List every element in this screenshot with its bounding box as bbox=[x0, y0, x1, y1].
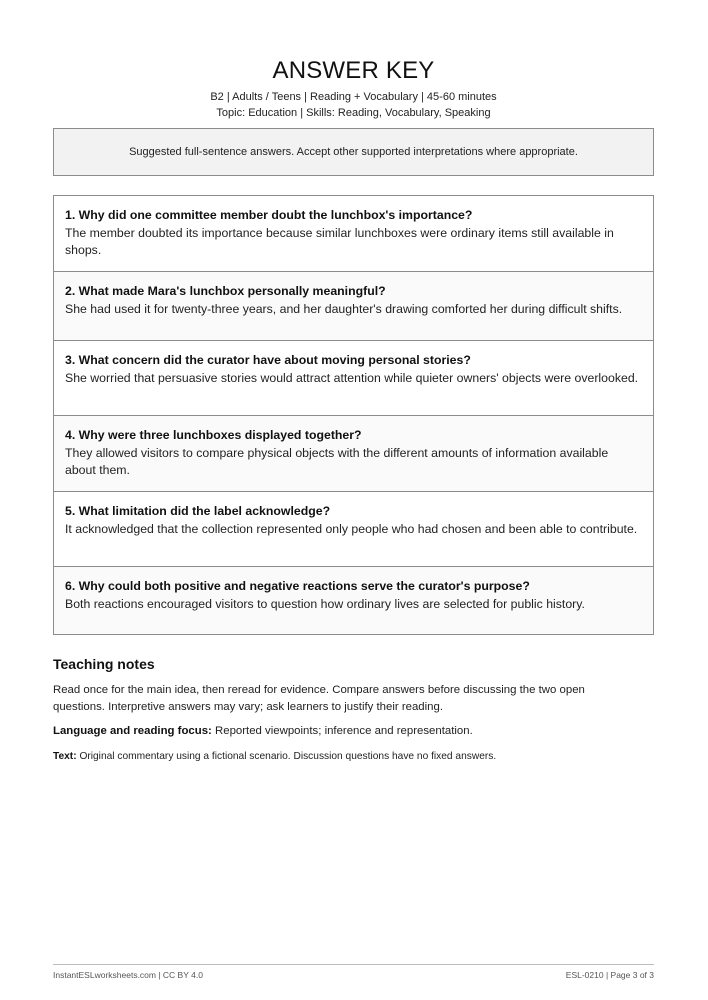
text-source-text: Original commentary using a fictional scenario. Discussion questions have no fixed answers. bbox=[79, 751, 497, 762]
answer-question: 3. What concern did the curator have about moving personal stories? bbox=[65, 353, 471, 367]
answer-question: 6. Why could both positive and negative reactions serve the curator's purpose? bbox=[65, 579, 530, 593]
text-source-note bbox=[53, 751, 496, 762]
answer-text: It acknowledged that the collection represented only people who had chosen and been able to contribute. bbox=[65, 521, 638, 536]
answer-text: She had used it for twenty-three years, and her daughter's drawing comforted her during difficult shifts. bbox=[65, 301, 623, 316]
answer-text: She worried that persuasive stories would attract attention while quieter owners' objects were overlooked. bbox=[65, 370, 639, 385]
reading-focus-text: Reported viewpoints; inference and representation. bbox=[215, 725, 473, 737]
answer-text: They allowed visitors to compare physical objects with the different amounts of information available about them. bbox=[65, 445, 609, 477]
teaching-notes-heading: Teaching notes bbox=[53, 656, 155, 672]
answer-question: 1. Why did one committee member doubt the lunchbox's importance? bbox=[65, 208, 473, 222]
answer-text: The member doubted its importance because similar lunchboxes were ordinary items still available in shops. bbox=[65, 225, 614, 257]
teaching-notes-body: Read once for the main idea, then reread for evidence. Compare answers before discussing the two open questions. Interpretive answers may vary; ask learners to justify their reading. bbox=[53, 684, 585, 713]
page-title: ANSWER KEY bbox=[272, 57, 435, 84]
answer-question: 5. What limitation did the label acknowledge? bbox=[65, 504, 331, 518]
answer-row bbox=[54, 491, 653, 566]
reading-focus bbox=[53, 725, 473, 737]
answer-row bbox=[54, 566, 653, 634]
topic-meta: Topic: Education | Skills: Reading, Vocabulary, Speaking bbox=[216, 107, 491, 119]
footer-divider bbox=[53, 964, 654, 965]
instruction-box bbox=[53, 128, 654, 176]
answer-question: 4. Why were three lunchboxes displayed together? bbox=[65, 428, 362, 442]
answer-row bbox=[54, 340, 653, 415]
worksheet-page bbox=[53, 0, 654, 1000]
instruction-text: Suggested full-sentence answers. Accept other supported interpretations where appropriate. bbox=[129, 146, 578, 158]
footer-license: InstantESLworksheets.com | CC BY 4.0 bbox=[53, 970, 203, 980]
answer-row bbox=[54, 271, 653, 340]
footer-page-number: ESL-0210 | Page 3 of 3 bbox=[565, 970, 654, 980]
answer-row bbox=[54, 415, 653, 491]
text-source-label: Text: bbox=[53, 751, 77, 762]
reading-focus-label: Language and reading focus: bbox=[53, 725, 212, 737]
answer-table bbox=[53, 195, 654, 635]
answer-text: Both reactions encouraged visitors to question how ordinary lives are selected for public history. bbox=[65, 596, 585, 611]
answer-row bbox=[54, 196, 653, 271]
answer-question: 2. What made Mara's lunchbox personally meaningful? bbox=[65, 284, 386, 298]
level-meta: B2 | Adults / Teens | Reading + Vocabulary | 45-60 minutes bbox=[210, 91, 497, 103]
